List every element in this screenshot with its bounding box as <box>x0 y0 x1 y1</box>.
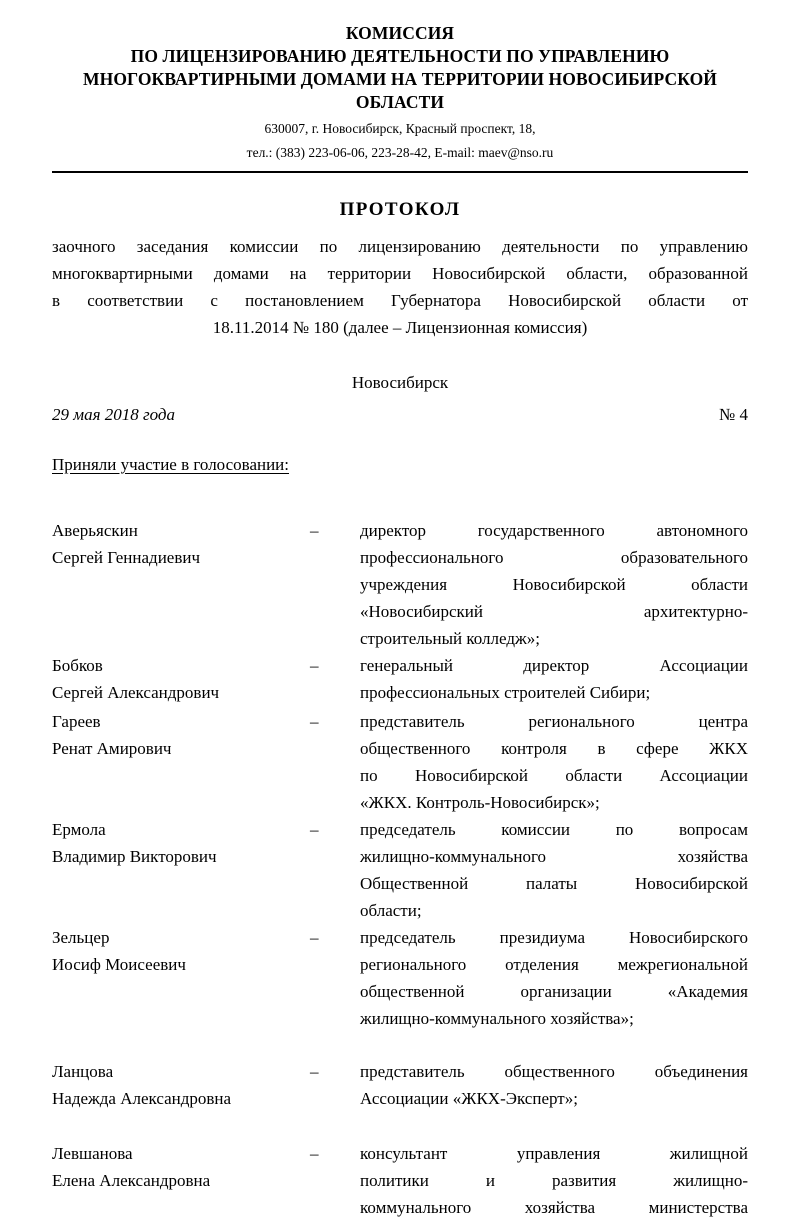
role-line-last: жилищно-коммунального хозяйства»; <box>360 1009 634 1028</box>
role-line: председатель президиума Новосибирского <box>360 928 748 947</box>
table-row <box>52 1114 748 1221</box>
role-line: учреждения Новосибирской области <box>360 575 748 594</box>
participant-firstname: Ренат Амирович <box>52 739 172 758</box>
participant-surname: Зельцер <box>52 928 110 947</box>
participant-name <box>52 708 310 816</box>
participant-surname: Ермола <box>52 820 106 839</box>
role-line: представитель регионального центра <box>360 712 748 731</box>
header-divider <box>52 171 748 173</box>
participant-dash: – <box>310 1062 319 1081</box>
role-line: общественного контроля в сфере ЖКХ <box>360 739 748 758</box>
participant-surname: Ланцова <box>52 1062 114 1081</box>
participant-role <box>360 1032 748 1114</box>
role-line: представитель общественного объединения <box>360 1062 748 1081</box>
preamble-line-2: многоквартирными домами на территории Новосибирской области, образованной <box>52 264 748 283</box>
participant-dash: – <box>310 521 319 540</box>
role-line: по Новосибирской области Ассоциации <box>360 766 748 785</box>
participant-firstname: Иосиф Моисеевич <box>52 955 186 974</box>
participant-role <box>360 708 748 816</box>
role-line: «Новосибирский архитектурно- <box>360 602 748 621</box>
role-line: консультант управления жилищной <box>360 1144 748 1163</box>
letterhead <box>52 22 748 162</box>
role-line: генеральный директор Ассоциации <box>360 656 748 675</box>
participant-dash: – <box>310 1144 319 1163</box>
participant-name <box>52 1114 310 1221</box>
role-line: Общественной палаты Новосибирской <box>360 874 748 893</box>
role-line: председатель комиссии по вопросам <box>360 820 748 839</box>
table-row <box>52 652 748 708</box>
participant-firstname: Елена Александровна <box>52 1171 211 1190</box>
dateline <box>52 405 748 425</box>
participant-surname: Аверьяскин <box>52 521 138 540</box>
role-line: коммунального хозяйства министерства <box>360 1198 748 1217</box>
participant-dash: – <box>310 928 319 947</box>
participant-role <box>360 1114 748 1221</box>
preamble-line-1: заочного заседания комиссии по лицензированию деятельности по управлению <box>52 237 748 256</box>
preamble <box>52 233 748 341</box>
participant-role <box>360 924 748 1032</box>
participant-dash: – <box>310 712 319 731</box>
document-number: № 4 <box>719 405 748 424</box>
table-row <box>52 816 748 924</box>
letterhead-line-4: ОБЛАСТИ <box>355 92 445 112</box>
role-line: директор государственного автономного <box>360 521 748 540</box>
role-line: профессионального образовательного <box>360 548 748 567</box>
role-line: политики и развития жилищно- <box>360 1171 748 1190</box>
participant-role <box>360 816 748 924</box>
role-line: общественной организации «Академия <box>360 982 748 1001</box>
participant-surname: Левшанова <box>52 1144 133 1163</box>
preamble-line-4: 18.11.2014 № 180 (далее – Лицензионная комиссия) <box>212 318 588 337</box>
participant-firstname: Владимир Викторович <box>52 847 217 866</box>
letterhead-contacts: тел.: (383) 223-06-06, 223-28-42, E-mail: maev@nso.ru <box>246 145 554 160</box>
participant-name <box>52 1032 310 1114</box>
table-row <box>52 517 748 652</box>
participant-dash: – <box>310 656 319 675</box>
role-line: жилищно-коммунального хозяйства <box>360 847 748 866</box>
preamble-line-3: в соответствии с постановлением Губернатора Новосибирской области от <box>52 291 748 310</box>
participant-name <box>52 517 310 652</box>
role-line-last: строительный колледж»; <box>360 629 540 648</box>
section-heading: Приняли участие в голосовании: <box>52 455 290 474</box>
table-row <box>52 1032 748 1114</box>
participant-name <box>52 652 310 708</box>
participant-firstname: Надежда Александровна <box>52 1089 232 1108</box>
participant-firstname: Сергей Геннадиевич <box>52 548 201 567</box>
page-title: ПРОТОКОЛ <box>339 199 461 220</box>
role-line: регионального отделения межрегиональной <box>360 955 748 974</box>
participants-body <box>52 517 748 1221</box>
participant-role <box>360 517 748 652</box>
participant-role <box>360 652 748 708</box>
role-line-last: области; <box>360 901 422 920</box>
participant-dash: – <box>310 820 319 839</box>
city-label: Новосибирск <box>351 373 449 392</box>
letterhead-line-1: КОМИССИЯ <box>345 23 455 43</box>
letterhead-line-3: МНОГОКВАРТИРНЫМИ ДОМАМИ НА ТЕРРИТОРИИ НОВОСИБИРСКОЙ <box>82 69 717 89</box>
participant-firstname: Сергей Александрович <box>52 683 220 702</box>
table-row <box>52 708 748 816</box>
document-date: 29 мая 2018 года <box>52 405 176 424</box>
participant-surname: Гареев <box>52 712 101 731</box>
letterhead-address: 630007, г. Новосибирск, Красный проспект, 18, <box>264 121 536 136</box>
participant-surname: Бобков <box>52 656 103 675</box>
participant-name <box>52 924 310 1032</box>
participant-name <box>52 816 310 924</box>
table-row <box>52 924 748 1032</box>
role-line-last: Ассоциации «ЖКХ-Эксперт»; <box>360 1089 578 1108</box>
participants-table <box>52 517 748 1221</box>
role-line-last: «ЖКХ. Контроль-Новосибирск»; <box>360 793 600 812</box>
letterhead-line-2: ПО ЛИЦЕНЗИРОВАНИЮ ДЕЯТЕЛЬНОСТИ ПО УПРАВЛЕНИЮ <box>130 46 670 66</box>
role-line-last: профессиональных строителей Сибири; <box>360 683 651 702</box>
